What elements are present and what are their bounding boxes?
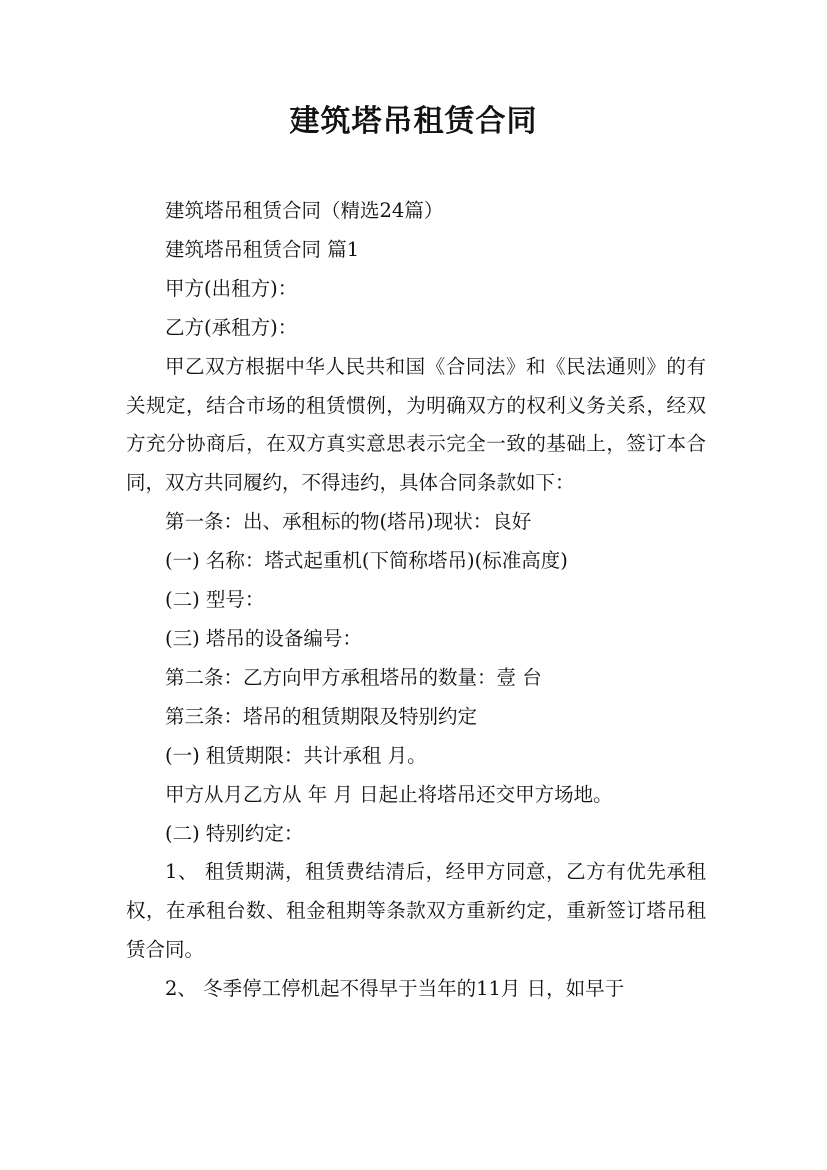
document-title: 建筑塔吊租赁合同 [289,104,538,139]
paragraph: 第一条：出、承租标的物(塔吊)现状：良好 [165,510,532,534]
paragraph: 第二条：乙方向甲方承租塔吊的数量：壹 台 [165,665,542,689]
paragraph: 建筑塔吊租赁合同 篇1 [165,237,360,261]
paragraph: (一) 名称：塔式起重机(下简称塔吊)(标准高度) [165,549,568,573]
document-body [126,192,706,1009]
paragraph: (二) 特别约定： [165,821,304,845]
paragraph: (一) 租赁期限：共计承租 月。 [165,743,427,767]
paragraph: 建筑塔吊租赁合同（精选24篇） [165,199,444,222]
paragraph: 乙方(承租方)： [165,315,298,339]
paragraph: 甲乙双方根据中华人民共和国《合同法》和《民法通则》的有关规定，结合市场的租赁惯例，为明确双方的权利义务关系，经双方充分协商后，在双方真实意思表示完全一致的基础上，签订本合同，双方共同履约，不得违约，具体合同条款如下： [126,354,706,495]
paragraph: 1、 租赁期满，租赁费结清后，经甲方同意，乙方有优先承租权，在承租台数、租金租期等条款双方重新约定，重新签订塔吊租赁合同。 [126,860,706,962]
paragraph: (三) 塔吊的设备编号： [165,626,362,650]
paragraph: 甲方从月乙方从 年 月 日起止将塔吊还交甲方场地。 [165,782,613,806]
paragraph: 甲方(出租方)： [165,276,298,300]
paragraph: 第三条：塔吊的租赁期限及特别约定 [165,704,478,728]
paragraph: (二) 型号： [165,588,265,612]
paragraph: 2、 冬季停工停机起不得早于当年的11月 日，如早于 [165,977,625,1001]
